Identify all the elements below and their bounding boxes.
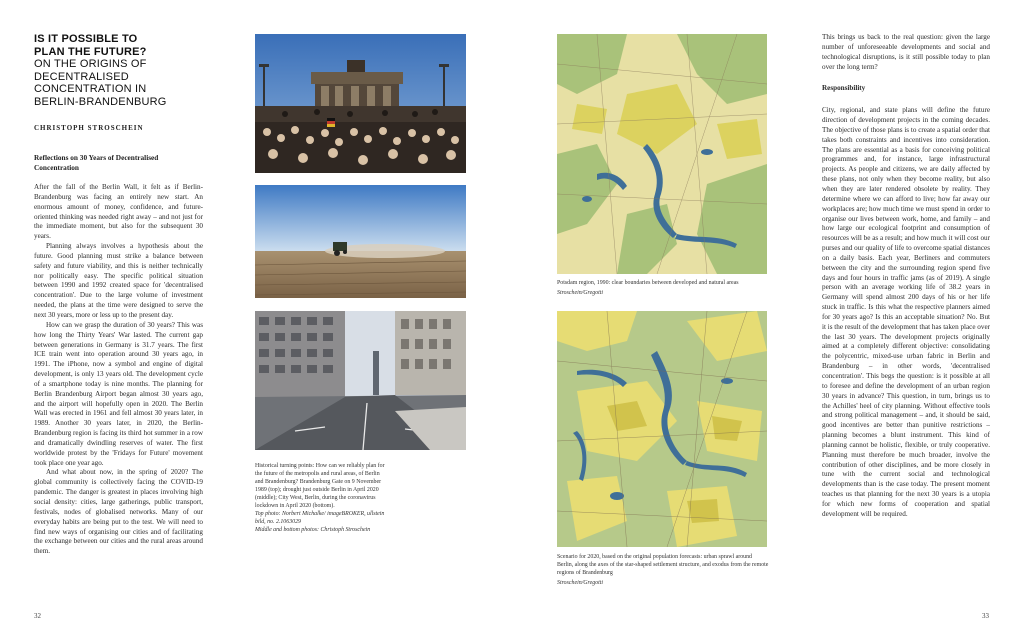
paragraph: After the fall of the Berlin Wall, it felt as if Berlin-Brandenburg was facing an entirely new start. An enormous amount of money, confidence, and future-oriented thinking was needed right away – and not just for the immediate moment, but also for the subsequent 30 years. — [34, 183, 203, 241]
caption-credit: Top photo: Norbert Michalke/ imageBROKER, ullstein bild, no. 2.1063029 — [255, 511, 385, 525]
left-body-column — [34, 183, 203, 557]
photo-drought-field — [255, 185, 466, 298]
photo-brandenburg-gate — [255, 34, 466, 173]
section-subhead: Reflections on 30 Years of Decentralised Concentration — [34, 153, 159, 172]
title-line: CONCENTRATION IN — [34, 83, 147, 95]
caption-credit: Middle and bottom photos: Christoph Stroschein — [255, 527, 371, 533]
title-line: BERLIN-BRANDENBURG — [34, 95, 167, 108]
paragraph: City, regional, and state plans will define the future direction of development projects in the coming decades. The objective of those plans is to create a spatial order that takes both constraints and incentives into consideration. The plans are essential as a basis for conceiving political programmes and, for instance, large infrastructural projects. As people and citizens, we are daily affected by these plans, not only when they become reality, but also when they are later rendered obsolete by reality. They determine where we can afford to live; how far away our workplaces are; how much time we must spend in order to organise our lives between work, home, and family – and how large our ecological footprint and consumption of resources will be as a result; and how much it will cost our purses and our quality of life to overcome spatial distances on a daily basis. Each year, Berliners and commuters between the city and the surrounding region spend five days and four hours in traffic jams (as of 2019). A single person with an average working life of 38.2 years in Germany will spend almost 200 days of his or her life stuck in traffic. Is this what the respective planners aimed for 30 years ago? Is this an acceptable situation? No. But it is the result of the development that has taken place over the last 30 years. The development projects originally aimed at a completely different objective: consolidating the polycentric, mixed-use urban fabric in Berlin and Brandenburg – in other words, 'decentralised concentration'. This begs the question: is it possible at all to foresee and define the development of an urban region 30 years in advance? This question, in turn, brings us to the Achilles' heel of city planning. Without effective tools and strong political management – and, it should be said, good incentives are better than punitive restrictions – planning becomes a blunt instrument. This kind of planning cannot be holistic, flexible, or truly cooperative. Planning must therefore be much broader, involve the contribution of other disciplines, and be more closely in tune with the current social and technological developments than is the case today. The present moment teaches us that planning for the next 30 years is a utopia for which new forms of cooperation and spatial development will be required. — [822, 106, 990, 518]
map2-caption — [557, 553, 769, 587]
caption-text: Historical turning points: How can we reliably plan for the future of the metropolis and rural areas, of Berlin and Brandenburg? Brandenburg Gate on 9 November 1989 (top); drought just outside Berlin in April 2020 (middle); City West, Berlin, during the coronavirus lockdown in April 2020 (bottom). — [255, 463, 385, 509]
title-line: PLAN THE FUTURE? — [34, 45, 147, 58]
photo-city-west — [255, 311, 466, 450]
article-title — [34, 33, 214, 108]
right-body-column — [822, 33, 990, 520]
map-potsdam-1990 — [557, 34, 767, 274]
title-line: IS IT POSSIBLE TO — [34, 33, 138, 45]
map-caption-credit: Stroschein/Gregotti — [557, 580, 604, 586]
map-caption-credit: Stroschein/Gregotti — [557, 290, 604, 296]
page-number-left: 32 — [34, 612, 41, 620]
author-name: CHRISTOPH STROSCHEIN — [34, 124, 144, 132]
map-scenario-2020 — [557, 311, 767, 547]
title-line: DECENTRALISED — [34, 70, 129, 83]
map1-caption — [557, 279, 769, 297]
photo-caption — [255, 462, 387, 534]
section-heading-responsibility: Responsibility — [822, 84, 866, 93]
paragraph: This brings us back to the real question: given the large number of unforeseeable developments and social and technological disruptions, is it still possible today to plan over the long term? — [822, 33, 990, 71]
paragraph: And what about now, in the spring of 2020? The global community is collectively facing the COVID-19 pandemic. The danger is greatest in places involving high social density: cities, large gatherings, public transport, festivals, nodes of globalised networks. Many of our everyday habits are being put to the test. We will need to find new ways of organising our cities and of facilitating the exchange between our cities and the rural areas around them. — [34, 468, 203, 556]
map-caption-text: Potsdam region, 1990: clear boundaries between developed and natural areas — [557, 280, 739, 286]
page-number-right: 33 — [982, 612, 989, 620]
paragraph: How can we grasp the duration of 30 years? This was how long the Thirty Years' War lasted. The current gap between generations in Germany is 31.7 years. The first ICE train went into operation around 30 years ago, in 1991. The iPhone, now a symbol and engine of digital development, is only 13 years old. The development cycle of a smartphone today is nine months. The planning for Berlin Brandenburg Airport began almost 30 years ago, and the airport will hopefully open in 2020. The Berlin Wall was erected in 1961 and fell almost 30 years later, in 1989. Another 30 years later, in 2020, the Berlin-Brandenburg region is facing its third hot summer in a row and dramatically dwindling reserves of water. The first worldwide protest by the 'Fridays for Future' movement took place one year ago. — [34, 320, 203, 467]
map-caption-text: Scenario for 2020, based on the original population forecasts: urban sprawl around Berlin, along the axes of the star-shaped settlement structure, and exodus from the remote regions of Brandenburg — [557, 554, 769, 576]
paragraph: Planning always involves a hypothesis about the future. Good planning must strike a balance between safety and future viability, and this is neither technically nor politically easy. The specific political situation between 1990 and 1992 created space for 'decentralised concentration'. Due to the large volume of investment needed, the plans at the time were designed to serve the next 30 years, more or less up to the present day. — [34, 242, 203, 319]
title-line: ON THE ORIGINS OF — [34, 58, 147, 70]
